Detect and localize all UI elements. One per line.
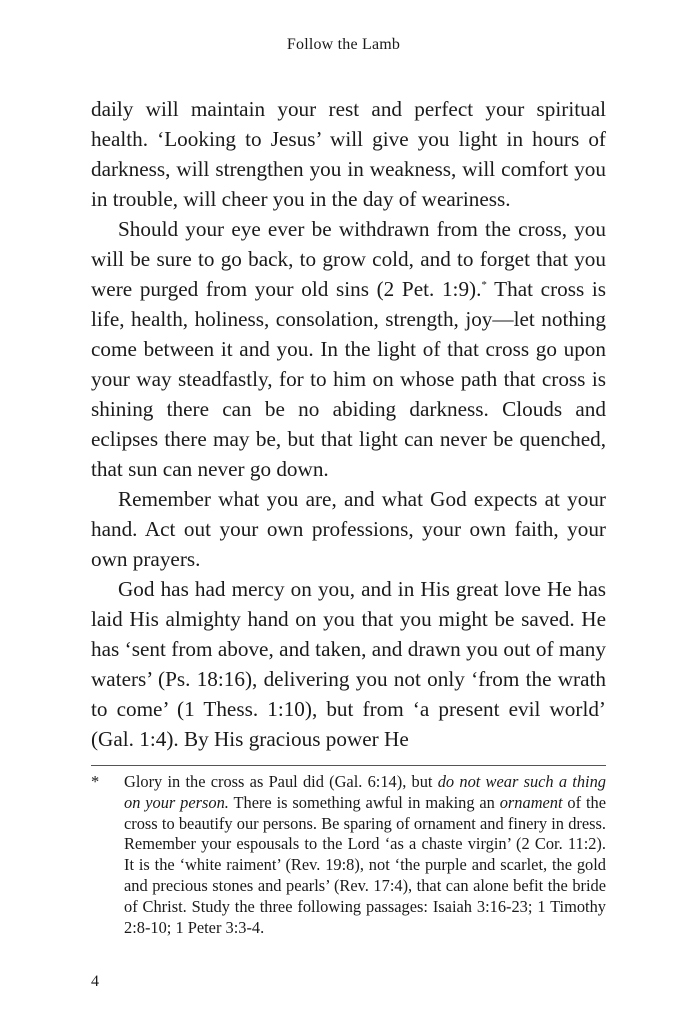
footnote-text-part: There is something awful in making an [228,792,500,812]
paragraph [91,214,606,484]
footnote [91,772,606,938]
body-text [91,94,606,754]
footnote-mark: * [91,772,100,791]
footnote-emphasis: ornament [499,792,563,812]
paragraph-text: That cross is life, health, holiness, consolation, strength, joy—let nothing come between it and you. In the light of that cross go upon your way steadfastly, for to him on whose path that cross is shining there can be no abiding darkness. Clouds and eclipses there may be, but that light can never be quenched, that sun can never go down. [91,277,606,481]
paragraph: God has had mercy on you, and in His great love He has laid His almighty hand on you that you might be saved. He has ‘sent from above, and taken, and drawn you out of many waters’ (Ps. 18:16), delivering you not only ‘from the wrath to come’ (1 Thess. 1:10), but from ‘a present evil world’ (Gal. 1:4). By His gracious power He [91,577,606,751]
footnote-text-part: Glory in the cross as Paul did (Gal. 6:14), but [124,772,438,791]
footnote-reference: * [481,278,487,291]
paragraph-text: Should your eye ever be withdrawn from the cross, you will be sure to go back, to grow cold, and to forget that you were purged from your old sins (2 Pet. 1:9). [91,217,606,301]
paragraph: Remember what you are, and what God expects at your hand. Act out your own professions, your own faith, your own prayers. [91,487,606,571]
running-head: Follow the Lamb [286,36,401,53]
footnote-emphasis: do not wear such a thing on your person. [124,772,606,812]
paragraph: daily will maintain your rest and perfect your spiritual health. ‘Looking to Jesus’ will give you light in hours of darkness, will strengthen you in weakness, will comfort you in trouble, will cheer you in the day of weariness. [91,97,606,211]
footnote-text-part: of the cross to beautify our persons. Be sparing of ornament and finery in dress. Remember your espousals to the Lord ‘as a chaste virgin’ (2 Cor. 11:2). It is the ‘white raiment’ (Rev. 19:8), not ‘the purple and scarlet, the gold and precious stones and pearls’ (Rev. 17:4), that can alone befit the bride of Christ. Study the three following passages: Isaiah 3:16-23; 1 Timothy 2:8-10; 1 Peter 3:3-4. [124,792,606,937]
footnote-text [124,772,606,938]
page-number: 4 [91,973,99,990]
footnote-divider [91,765,606,766]
